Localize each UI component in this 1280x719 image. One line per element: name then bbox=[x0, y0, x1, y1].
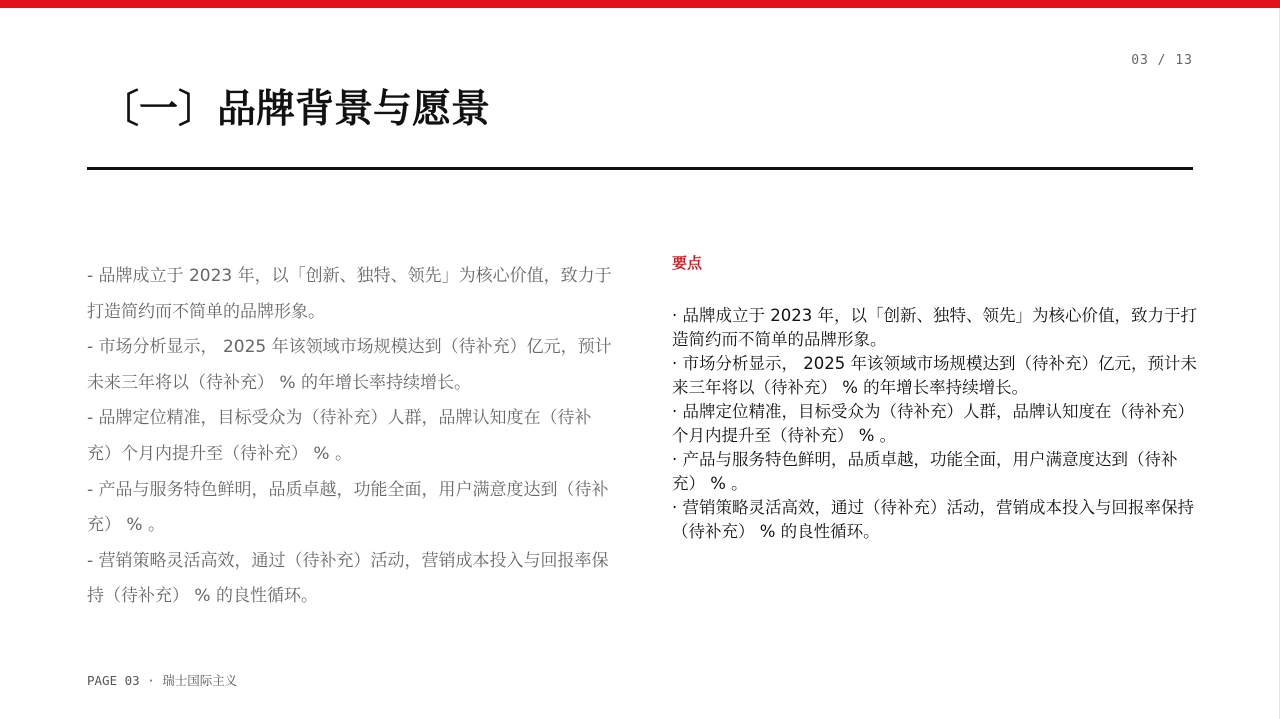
body-paragraph: - 营销策略灵活高效，通过（待补充）活动，营销成本投入与回报率保持（待补充） % 的良性循环。 bbox=[87, 550, 609, 607]
top-accent-bar bbox=[0, 0, 1280, 8]
body-paragraph: - 产品与服务特色鲜明，品质卓越，功能全面，用户满意度达到（待补充） % 。 bbox=[87, 479, 609, 536]
page-indicator: 03 / 13 bbox=[1131, 53, 1193, 68]
body-text-column bbox=[87, 259, 617, 615]
key-point-item: · 品牌成立于 2023 年，以「创新、独特、领先」为核心价值，致力于打造简约而不简单的品牌形象。 bbox=[672, 306, 1197, 349]
key-point-item: · 营销策略灵活高效，通过（待补充）活动，营销成本投入与回报率保持（待补充） % 的良性循环。 bbox=[672, 498, 1194, 541]
body-paragraph: - 市场分析显示， 2025 年该领域市场规模达到（待补充）亿元，预计未来三年将以（待补充） % 的年增长率持续增长。 bbox=[87, 337, 612, 393]
key-points-heading: 要点 bbox=[672, 254, 703, 272]
key-points-panel bbox=[672, 252, 1202, 541]
key-points-list bbox=[672, 304, 1202, 544]
title-divider bbox=[87, 167, 1193, 170]
page-footer: PAGE 03 · 瑞士国际主义 bbox=[87, 673, 238, 688]
body-paragraph: - 品牌成立于 2023 年，以「创新、独特、领先」为核心价值，致力于打造简约而不简单的品牌形象。 bbox=[87, 266, 612, 322]
key-point-item: · 产品与服务特色鲜明，品质卓越，功能全面，用户满意度达到（待补充） % 。 bbox=[672, 450, 1178, 493]
body-paragraph: - 品牌定位精准，目标受众为（待补充）人群，品牌认知度在（待补充）个月内提升至（待补充） % 。 bbox=[87, 408, 592, 464]
key-point-item: · 品牌定位精准，目标受众为（待补充）人群，品牌认知度在（待补充）个月内提升至（待补充） % 。 bbox=[672, 402, 1194, 445]
key-point-item: · 市场分析显示， 2025 年该领域市场规模达到（待补充）亿元，预计未来三年将以（待补充） % 的年增长率持续增长。 bbox=[672, 354, 1197, 397]
page-title: 〔一〕品牌背景与愿景 bbox=[100, 87, 491, 132]
